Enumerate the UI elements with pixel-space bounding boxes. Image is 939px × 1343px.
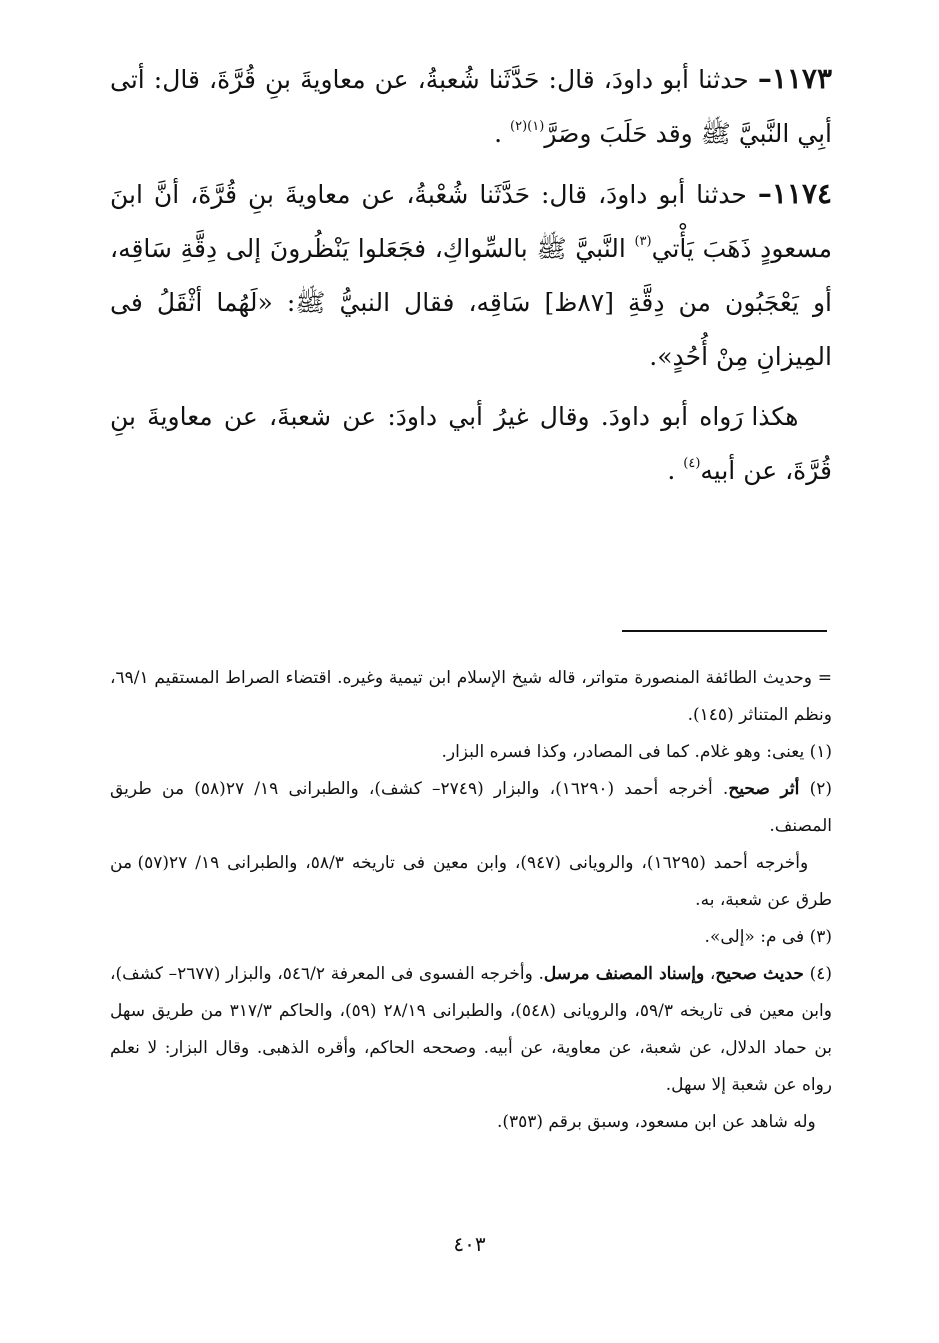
footnotes bbox=[110, 660, 832, 1141]
footnote-ref: (١)(٢) bbox=[510, 119, 545, 134]
footnote-divider bbox=[622, 630, 827, 632]
commentary-end: . bbox=[667, 456, 684, 485]
footnote-4-extra bbox=[110, 1104, 832, 1141]
hadith-text-a: حدثنا أبو داودَ، قال: حَدَّثَنا شُعْبةُ، عن معاويةَ بنِ قُرَّةَ، أنَّ ابنَ مسعودٍ ذَهَبَ يَأْتي bbox=[110, 180, 832, 263]
footnote-label: (٢) bbox=[799, 779, 832, 799]
commentary-paragraph bbox=[110, 390, 832, 498]
hadith-1173 bbox=[110, 52, 832, 161]
footnote-body: . أخرجه أحمد (١٦٢٩٠)، والبزار (٢٧٤٩– كشف)، والطبرانى ١٩/ ٢٧(٥٨) من طريق المصنف. bbox=[110, 779, 832, 836]
footnote-body: . وأخرجه الفسوى فى المعرفة ٥٤٦/٢، والبزار (٢٦٧٧– كشف)، وابن معين فى تاريخه ٥٩/٣، والرويانى (٥٤٨)، والطبرانى ٢٨/١٩ (٥٩)، والحاكم ٣١٧/٣ من طريق سهل بن حماد الدلال، عن شعبة، عن معاوية، عن أبيه. وصححه الحاكم، وأقره الذهبى. وقال البزار: لا نعلم رواه عن شعبة إلا سهل. bbox=[110, 964, 832, 1095]
footnote-chain-note: وإسناد المصنف مرسل bbox=[543, 964, 705, 984]
commentary-text: هكذا رَواه أبو داودَ. وقال غيرُ أبي داودَ: عن شعبةَ، عن معاويةَ بنِ قُرَّةَ، عن أبيه bbox=[110, 402, 832, 485]
footnote-2 bbox=[110, 771, 832, 845]
footnote-body: وأخرجه أحمد (١٦٢٩٥)، والرويانى (٩٤٧)، وابن معين فى تاريخه ٥٨/٣، والطبرانى ١٩/ ٢٧(٥٧) من طرق عن شعبة، به. bbox=[110, 853, 832, 910]
hadith-end: . bbox=[494, 119, 511, 148]
hadith-1174 bbox=[110, 167, 832, 384]
footnote-grade: أثر صحيح bbox=[728, 779, 800, 799]
footnote-ref: (٣) bbox=[634, 234, 652, 249]
hadith-text-b: النَّبيَّ ﷺ بالسِّواكِ، فجَعَلوا يَنْظُرونَ إلى دِقَّةِ سَاقِه، أو يَعْجَبُون من دِقَّةِ [٨٧ظ] سَاقِه، فقال النبيُّ ﷺ: «لَهُما أثْقَلُ فى المِيزانِ مِنْ أُحُدٍ». bbox=[110, 234, 832, 371]
hadith-text: حدثنا أبو داودَ، قال: حَدَّثَنا شُعبةُ، عن معاويةَ بنِ قُرَّةَ، قال: أتى أبِي النَّبيَّ ﷺ وقد حَلَبَ وصَرَّ bbox=[110, 65, 832, 148]
footnote-1: (١) يعنى: وهو غلام. كما فى المصادر، وكذا فسره البزار. bbox=[441, 742, 832, 762]
footnote-ref: (٤) bbox=[683, 456, 701, 471]
footnote-3: (٣) فى م: «إلى». bbox=[704, 927, 832, 947]
footnote-sep: ، bbox=[704, 964, 716, 984]
main-text bbox=[110, 52, 832, 498]
footnote-continuation: = وحديث الطائفة المنصورة متواتر، قاله شيخ الإسلام ابن تيمية وغيره. اقتضاء الصراط المستقيم ٦٩/١، ونظم المتناثر (١٤٥). bbox=[110, 668, 832, 725]
footnote-grade: حديث صحيح bbox=[715, 964, 804, 984]
footnote-label: (٤) bbox=[803, 964, 833, 984]
hadith-number: ١١٧٤– bbox=[757, 177, 833, 210]
footnote-body: وله شاهد عن ابن مسعود، وسبق برقم (٣٥٣). bbox=[496, 1112, 816, 1132]
footnote-4 bbox=[110, 956, 832, 1104]
footnote-2-extra bbox=[110, 845, 832, 919]
hadith-number: ١١٧٣– bbox=[757, 62, 832, 95]
page-number: ٤٠٣ bbox=[453, 1232, 486, 1256]
